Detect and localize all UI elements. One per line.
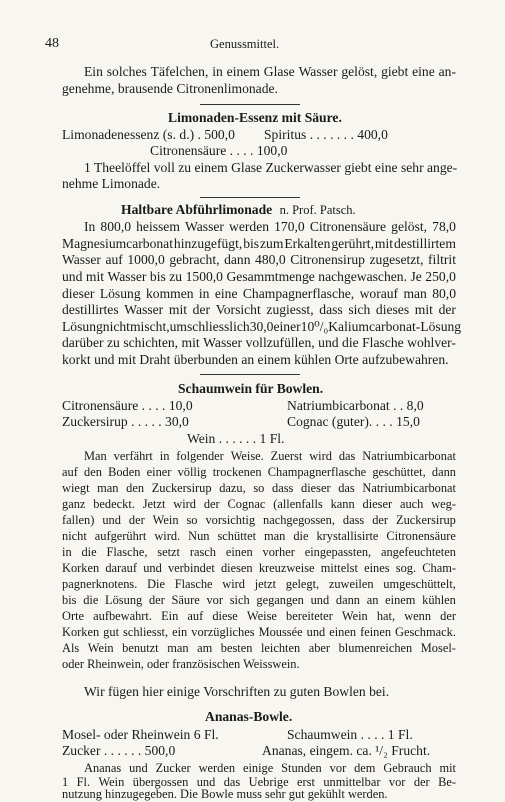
paragraph-line: bis die Lösung der Säure vor sich gegangen und dann an einem kühlen: [62, 593, 456, 607]
paragraph-line: fallen) und der Wein so vorsichtig nachgegossen, dass der Zuckersirup: [62, 513, 456, 527]
paragraph-line: Ananas und Zucker werden einige Stunden vor dem Gebrauch mit: [84, 761, 456, 775]
bowle-intro-text: Wir fügen hier einige Vorschriften zu guten Bowlen bei.: [84, 684, 390, 699]
recipe-row-citronensaeure: Citronensäure . . . . 100,0: [150, 143, 288, 158]
section-text: 1 Theelöffel voll zu einem Glase Zuckerwasser giebt eine sehr ange-: [84, 160, 458, 175]
section-author: n. Prof. Patsch.: [279, 203, 356, 217]
paragraph-line: Korken gut schliesst, ein vorzügliches Moussée und einen feinen Geschmack.: [62, 625, 456, 639]
recipe-row-wein: Wein . . . . . . 1 Fl.: [187, 431, 285, 446]
paragraph-line: oder Rheinwein, oder französischen Weisswein.: [62, 657, 300, 671]
section-divider: [200, 374, 300, 375]
section-title-schaumwein: Schaumwein für Bowlen.: [178, 381, 324, 396]
paragraph-line: Orte aufbewahrt. Ein auf diese Weise bereiteter Wein hat, wenn der: [62, 609, 456, 623]
paragraph-line: nicht aufgerührt wird. Nun schüttet man die krystallisirte Citronensäure: [62, 529, 456, 543]
recipe-row-limonadenessenz: Limonadenessenz (s. d.) . 500,0: [62, 127, 235, 142]
paragraph-line: Wasser auf 1000,0 gebracht, dann 480,0 Citronensirup zugesetzt, filtrit: [62, 252, 456, 267]
paragraph-line: wiegt man den Zuckersirup dazu, so dass dieser das Natriumbicarbonat: [62, 481, 456, 495]
paragraph-line: 1 Fl. Wein übergossen und das Uebrige erst unmittelbar vor der Be-: [62, 775, 456, 789]
paragraph-line: darüber zu schichten, mit Wasser vollzufüllen, und die Flasche wohlver-: [62, 335, 456, 350]
recipe-row-ananas: Ananas, eingem. ca. ¹/₂ Frucht.: [262, 743, 431, 758]
section-title-ananas-bowle: Ananas-Bowle.: [205, 709, 293, 724]
paragraph-line: Korken darauf und verbindet diesen kreuzweise mittelst eines sog. Cham-: [62, 561, 456, 575]
running-title: Genussmittel.: [210, 37, 280, 51]
paragraph-line: korkt und mit Draht überbunden an einem kühlen Orte aufzubewahren.: [62, 352, 449, 367]
paragraph-line: dieser Lösung kommen in eine Champagnerflasche, worauf man 80,0: [62, 286, 456, 301]
paragraph-line: destillirtes Wasser mit der Vorsicht zugiesst, dass sich dieses mit der: [62, 302, 456, 317]
intro-line-2: genehme, brausende Citronenlimonade.: [62, 81, 278, 96]
recipe-row-citronensaeure: Citronensäure . . . . 10,0: [62, 398, 193, 413]
paragraph-line: und mit Wasser bis zu 1500,0 Gesammtmenge nachgewaschen. Je 250,0: [62, 269, 456, 284]
paragraph-line: in die Flasche, setzt rasch einen vorher eingepassten, angefeuchteten: [62, 545, 456, 559]
recipe-row-rheinwein: Mosel- oder Rheinwein 6 Fl.: [62, 727, 219, 742]
section-divider: [200, 197, 300, 198]
section-title: Haltbare Abführlimonade: [121, 202, 273, 217]
recipe-row-spiritus: Spiritus . . . . . . . 400,0: [264, 127, 388, 142]
paragraph-line: auf den Boden einer völlig trockenen Champagnerflasche geschüttet, dann: [62, 465, 456, 479]
paragraph-line: In 800,0 heissem Wasser werden 170,0 Citronensäure gelöst, 78,0: [84, 219, 456, 234]
paragraph-line: Man verfährt in folgender Weise. Zuerst wird das Natriumbicarbonat: [84, 449, 456, 463]
recipe-row-cognac: Cognac (guter). . . . 15,0: [287, 414, 420, 429]
section-text: nehme Limonade.: [62, 176, 161, 191]
section-divider: [200, 104, 300, 105]
section-title-limonaden-essenz: Limonaden-Essenz mit Säure.: [168, 110, 342, 125]
recipe-row-zuckersirup: Zuckersirup . . . . . 30,0: [62, 414, 189, 429]
recipe-row-zucker: Zucker . . . . . . 500,0: [62, 743, 176, 758]
paragraph-line: pagnerknotens. Die Flasche wird jetzt gelegt, zuweilen umgeschüttelt,: [62, 577, 456, 591]
recipe-row-natriumbicarbonat: Natriumbicarbonat . . 8,0: [287, 398, 424, 413]
paragraph-line: Magnesiumcarbonat hinzugefügt, bis zum Erkalten gerührt, mit destillirtem: [62, 236, 456, 251]
intro-line-1: Ein solches Täfelchen, in einem Glase Wasser gelöst, giebt eine an-: [84, 64, 456, 79]
section-heading-abfuehrlimonade: [121, 202, 356, 218]
paragraph-line: Lösung nicht mischt, um schliesslich 30,0 einer 10⁰/₀ Kaliumcarbonat-Lösung: [62, 319, 462, 334]
page-number: 48: [45, 36, 59, 51]
paragraph-line: ganz bedeckt. Jetzt wird der Cognac (allenfalls kann dieser auch weg-: [62, 497, 456, 511]
paragraph-line: nutzung hinzugegeben. Die Bowle muss sehr gut gekühlt werden.: [62, 787, 388, 801]
paragraph-line: Als Wein benutzt man am besten leichten aber blumenreichen Mosel-: [62, 641, 456, 655]
recipe-row-schaumwein: Schaumwein . . . . 1 Fl.: [287, 727, 413, 742]
